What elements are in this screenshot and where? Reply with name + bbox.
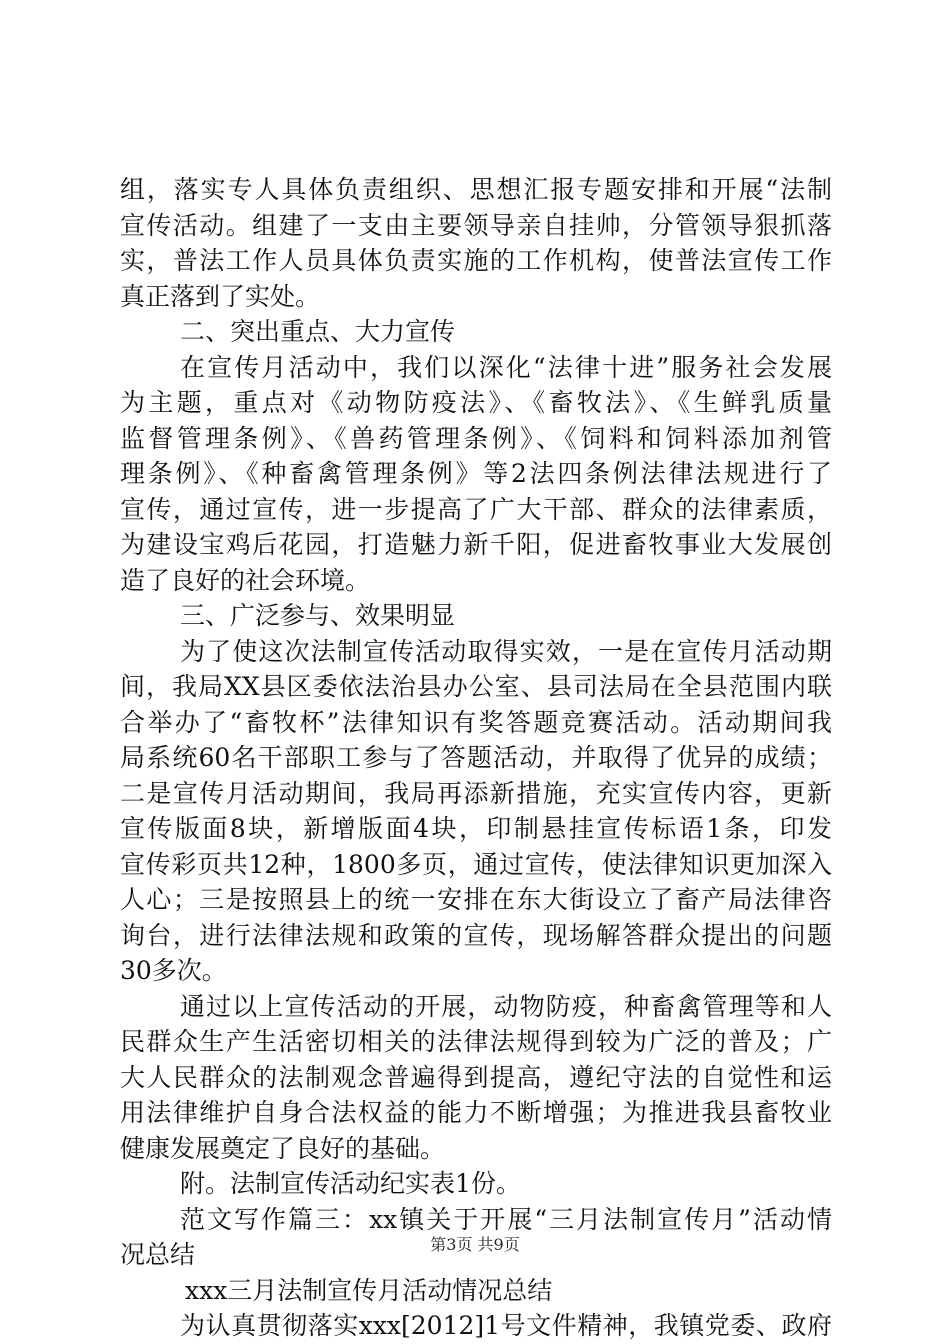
text-line: 宣传活动。组建了一支由主要领导亲自挂帅，分管领导狠抓落 [120,210,832,240]
text-line: 造了良好的社会环境。 [120,565,371,595]
text-line: 二是宣传月活动期间，我局再添新措施，充实宣传内容，更新 [120,778,832,808]
article-heading: 范文写作篇三：xx镇关于开展“三月法制宣传月”活动情 [180,1204,832,1234]
text-line: 局系统60名干部职工参与了答题活动，并取得了优异的成绩； [120,743,832,772]
text-line: 间，我局XX县区委依法治县办公室、县司法局在全县范围内联 [120,672,832,701]
text-line: 实，普法工作人员具体负责实施的工作机构，使普法宣传工作 [120,246,832,275]
document-body [120,172,832,1344]
text-line: 为了使这次法制宣传活动取得实效，一是在宣传月活动期 [180,636,832,666]
text-line: 理条例》、《种畜禽管理条例》等2法四条例法律法规进行了 [120,459,832,488]
text-line: 监督管理条例》、《兽药管理条例》、《饲料和饲料添加剂管 [120,423,832,453]
text-line: 用法律维护自身合法权益的能力不断增强；为推进我县畜牧业 [120,1098,832,1127]
text-line: 健康发展奠定了良好的基础。 [120,1133,446,1163]
page-number: 第3页 共9页 [430,1235,520,1254]
article-heading: 况总结 [120,1240,196,1269]
text-line: 询台，进行法律法规和政策的宣传，现场解答群众提出的问题 [120,920,832,950]
text-line: 在宣传月活动中，我们以深化“法律十进”服务社会发展 [180,352,832,382]
text-line: 宣传，通过宣传，进一步提高了广大干部、群众的法律素质， [120,494,832,524]
text-line: 为主题，重点对《动物防疫法》、《畜牧法》、《生鲜乳质量 [120,388,832,417]
text-line: 人心；三是按照县上的统一安排在东大街设立了畜产局法律咨 [120,885,832,914]
text-line: 宣传彩页共12种，1800多页，通过宣传，使法律知识更加深入 [120,849,832,879]
text-line: 宣传版面8块，新增版面4块，印制悬挂宣传标语1条，印发 [120,814,832,843]
text-line: 通过以上宣传活动的开展，动物防疫，种畜禽管理等和人 [180,991,832,1021]
section-heading: 二、突出重点、大力宣传 [180,317,456,346]
text-line: 大人民群众的法制观念普遍得到提高，遵纪守法的自觉性和运 [120,1062,832,1092]
text-line: 为建设宝鸡后花园，打造魅力新千阳，促进畜牧事业大发展创 [120,530,832,559]
attachment-note: 附。法制宣传活动纪实表1份。 [180,1169,521,1198]
text-line: 30多次。 [120,956,227,985]
section-heading: 三、广泛参与、效果明显 [180,601,456,630]
text-line: 真正落到了实处。 [120,281,321,311]
text-line: 民群众生产生活密切相关的法律法规得到较为广泛的普及；广 [120,1027,832,1056]
article-title: xxx三月法制宣传月活动情况总结 [185,1275,553,1305]
text-line: 为认真贯彻落实xxx[2012]1号文件精神，我镇党委、政府 [180,1311,832,1340]
text-line: 合举办了“畜牧杯”法律知识有奖答题竞赛活动。活动期间我 [120,707,832,737]
text-line: 组，落实专人具体负责组织、思想汇报专题安排和开展“法制 [120,175,832,204]
